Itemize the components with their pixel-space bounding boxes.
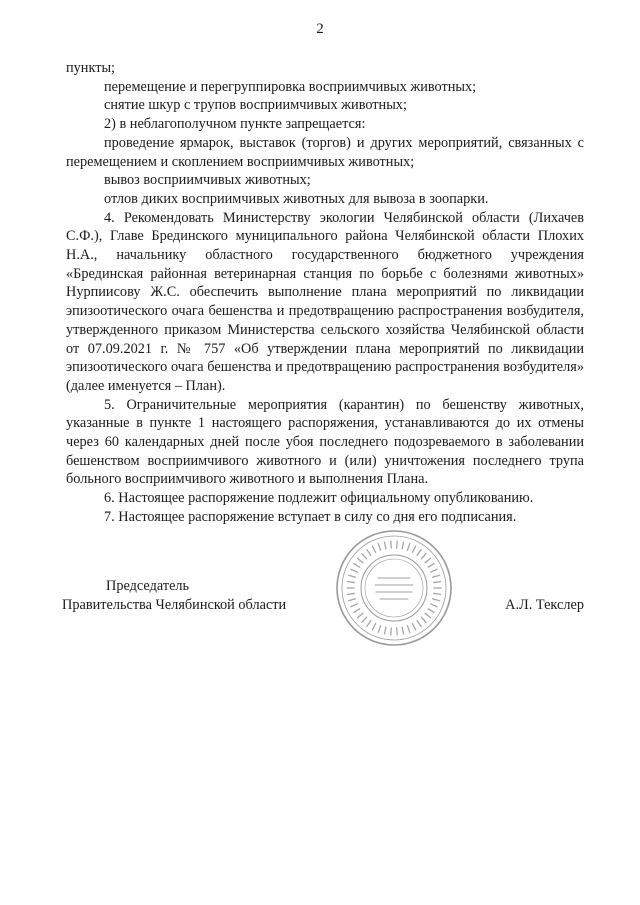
signatory-name: А.Л. Текслер	[505, 597, 584, 613]
seal-lettering-mark	[358, 613, 363, 617]
page-number: 2	[316, 21, 324, 37]
seal-lettering-mark	[421, 554, 426, 559]
signatory-title	[62, 577, 312, 614]
seal-lettering-mark	[378, 544, 380, 551]
paragraph-5: вывоз восприимчивых животных;	[104, 172, 311, 189]
seal-lettering-mark	[347, 593, 354, 594]
seal-lettering-mark	[431, 569, 437, 572]
paragraph-1: перемещение и перегруппировка восприимчивых животных;	[104, 78, 477, 95]
seal-lettering-mark	[407, 544, 409, 551]
seal-lettering-mark	[421, 617, 426, 622]
seal-lettering-mark	[433, 599, 440, 601]
seal-lettering-mark	[412, 546, 415, 552]
seal-lettering-mark	[378, 626, 380, 633]
seal-lettering-mark	[428, 609, 434, 613]
paragraph-0: пункты;	[66, 60, 116, 76]
seal-lettering-mark	[433, 575, 440, 577]
seal-lettering-mark	[402, 627, 403, 634]
signatory-title-line2: Правительства Челябинской области	[62, 596, 287, 613]
seal-lettering-mark	[417, 621, 421, 627]
seal-lettering-mark	[351, 569, 357, 572]
seal-lettering-mark	[402, 542, 403, 549]
document-body	[66, 59, 584, 527]
seal-lettering-mark	[367, 550, 371, 556]
seal-lettering-mark	[417, 550, 421, 556]
seal-lettering-mark	[412, 624, 415, 630]
seal-lettering-mark	[434, 582, 441, 583]
paragraph-8: 5. Ограничительные мероприятия (карантин) по бешенству животных, указанные в пункте 1 настоящего распоряжения, устанавливаются до их отмены через 60 календарных дней после убоя последнего подозреваемого в заболевании бешенством восприимчивого животного и (или) уничтожения последнего трупа больного восприимчивого животного и выполнения Плана.	[66, 396, 584, 488]
seal-lettering-mark	[425, 613, 430, 617]
seal-lettering-mark	[384, 627, 385, 634]
seal-lettering-mark	[354, 564, 360, 568]
seal-lettering-mark	[431, 604, 437, 607]
seal-lettering-mark	[425, 558, 430, 562]
paragraph-4: проведение ярмарок, выставок (торгов) и других мероприятий, связанных с перемещением и скоплением восприимчивых животных;	[66, 134, 584, 170]
seal-lettering-mark	[428, 564, 434, 568]
paragraph-6: отлов диких восприимчивых животных для вывоза в зоопарки.	[104, 190, 489, 207]
seal-lettering-mark	[372, 624, 375, 630]
seal-lettering-mark	[434, 593, 441, 594]
seal-lettering-mark	[358, 558, 363, 562]
seal-lettering-mark	[349, 599, 356, 601]
seal-lettering-mark	[362, 554, 367, 559]
seal-lettering-mark	[372, 546, 375, 552]
paragraph-9: 6. Настоящее распоряжение подлежит официальному опубликованию.	[104, 490, 534, 507]
seal-lettering-mark	[349, 575, 356, 577]
seal-lettering-mark	[354, 609, 360, 613]
seal-lettering-mark	[384, 542, 385, 549]
paragraph-10: 7. Настоящее распоряжение вступает в силу со дня его подписания.	[104, 508, 517, 525]
seal-lettering-mark	[367, 621, 371, 627]
seal-lettering-mark	[362, 617, 367, 622]
seal-lettering-mark	[407, 626, 409, 633]
seal-lettering-mark	[347, 582, 354, 583]
paragraph-7: 4. Рекомендовать Министерству экологии Челябинской области (Лихачев С.Ф.), Главе Брединского муниципального района Челябинской области Плохих Н.А., начальнику областного государственного бюджетного учреждения «Брединская районная ветеринарная станция по борьбе с болезнями животных» Нурпиисову Ж.С. обеспечить выполнение плана мероприятий по ликвидации эпизоотического очага бешенства и предотвращению распространения возбудителя, утвержденного приказом Министерства сельского хозяйства Челябинской области от 07.09.2021 г. № 757 «Об утверждении плана мероприятий по ликвидации эпизоотического очага бешенства и предотвращению распространения возбудителя» (далее именуется – План).	[66, 209, 584, 394]
seal-lettering-mark	[351, 604, 357, 607]
official-seal-stamp	[334, 528, 454, 648]
paragraph-2: снятие шкур с трупов восприимчивых животных;	[104, 97, 407, 114]
paragraph-3: 2) в неблагополучном пункте запрещается:	[104, 116, 366, 133]
signatory-title-line1: Председатель	[106, 578, 190, 594]
